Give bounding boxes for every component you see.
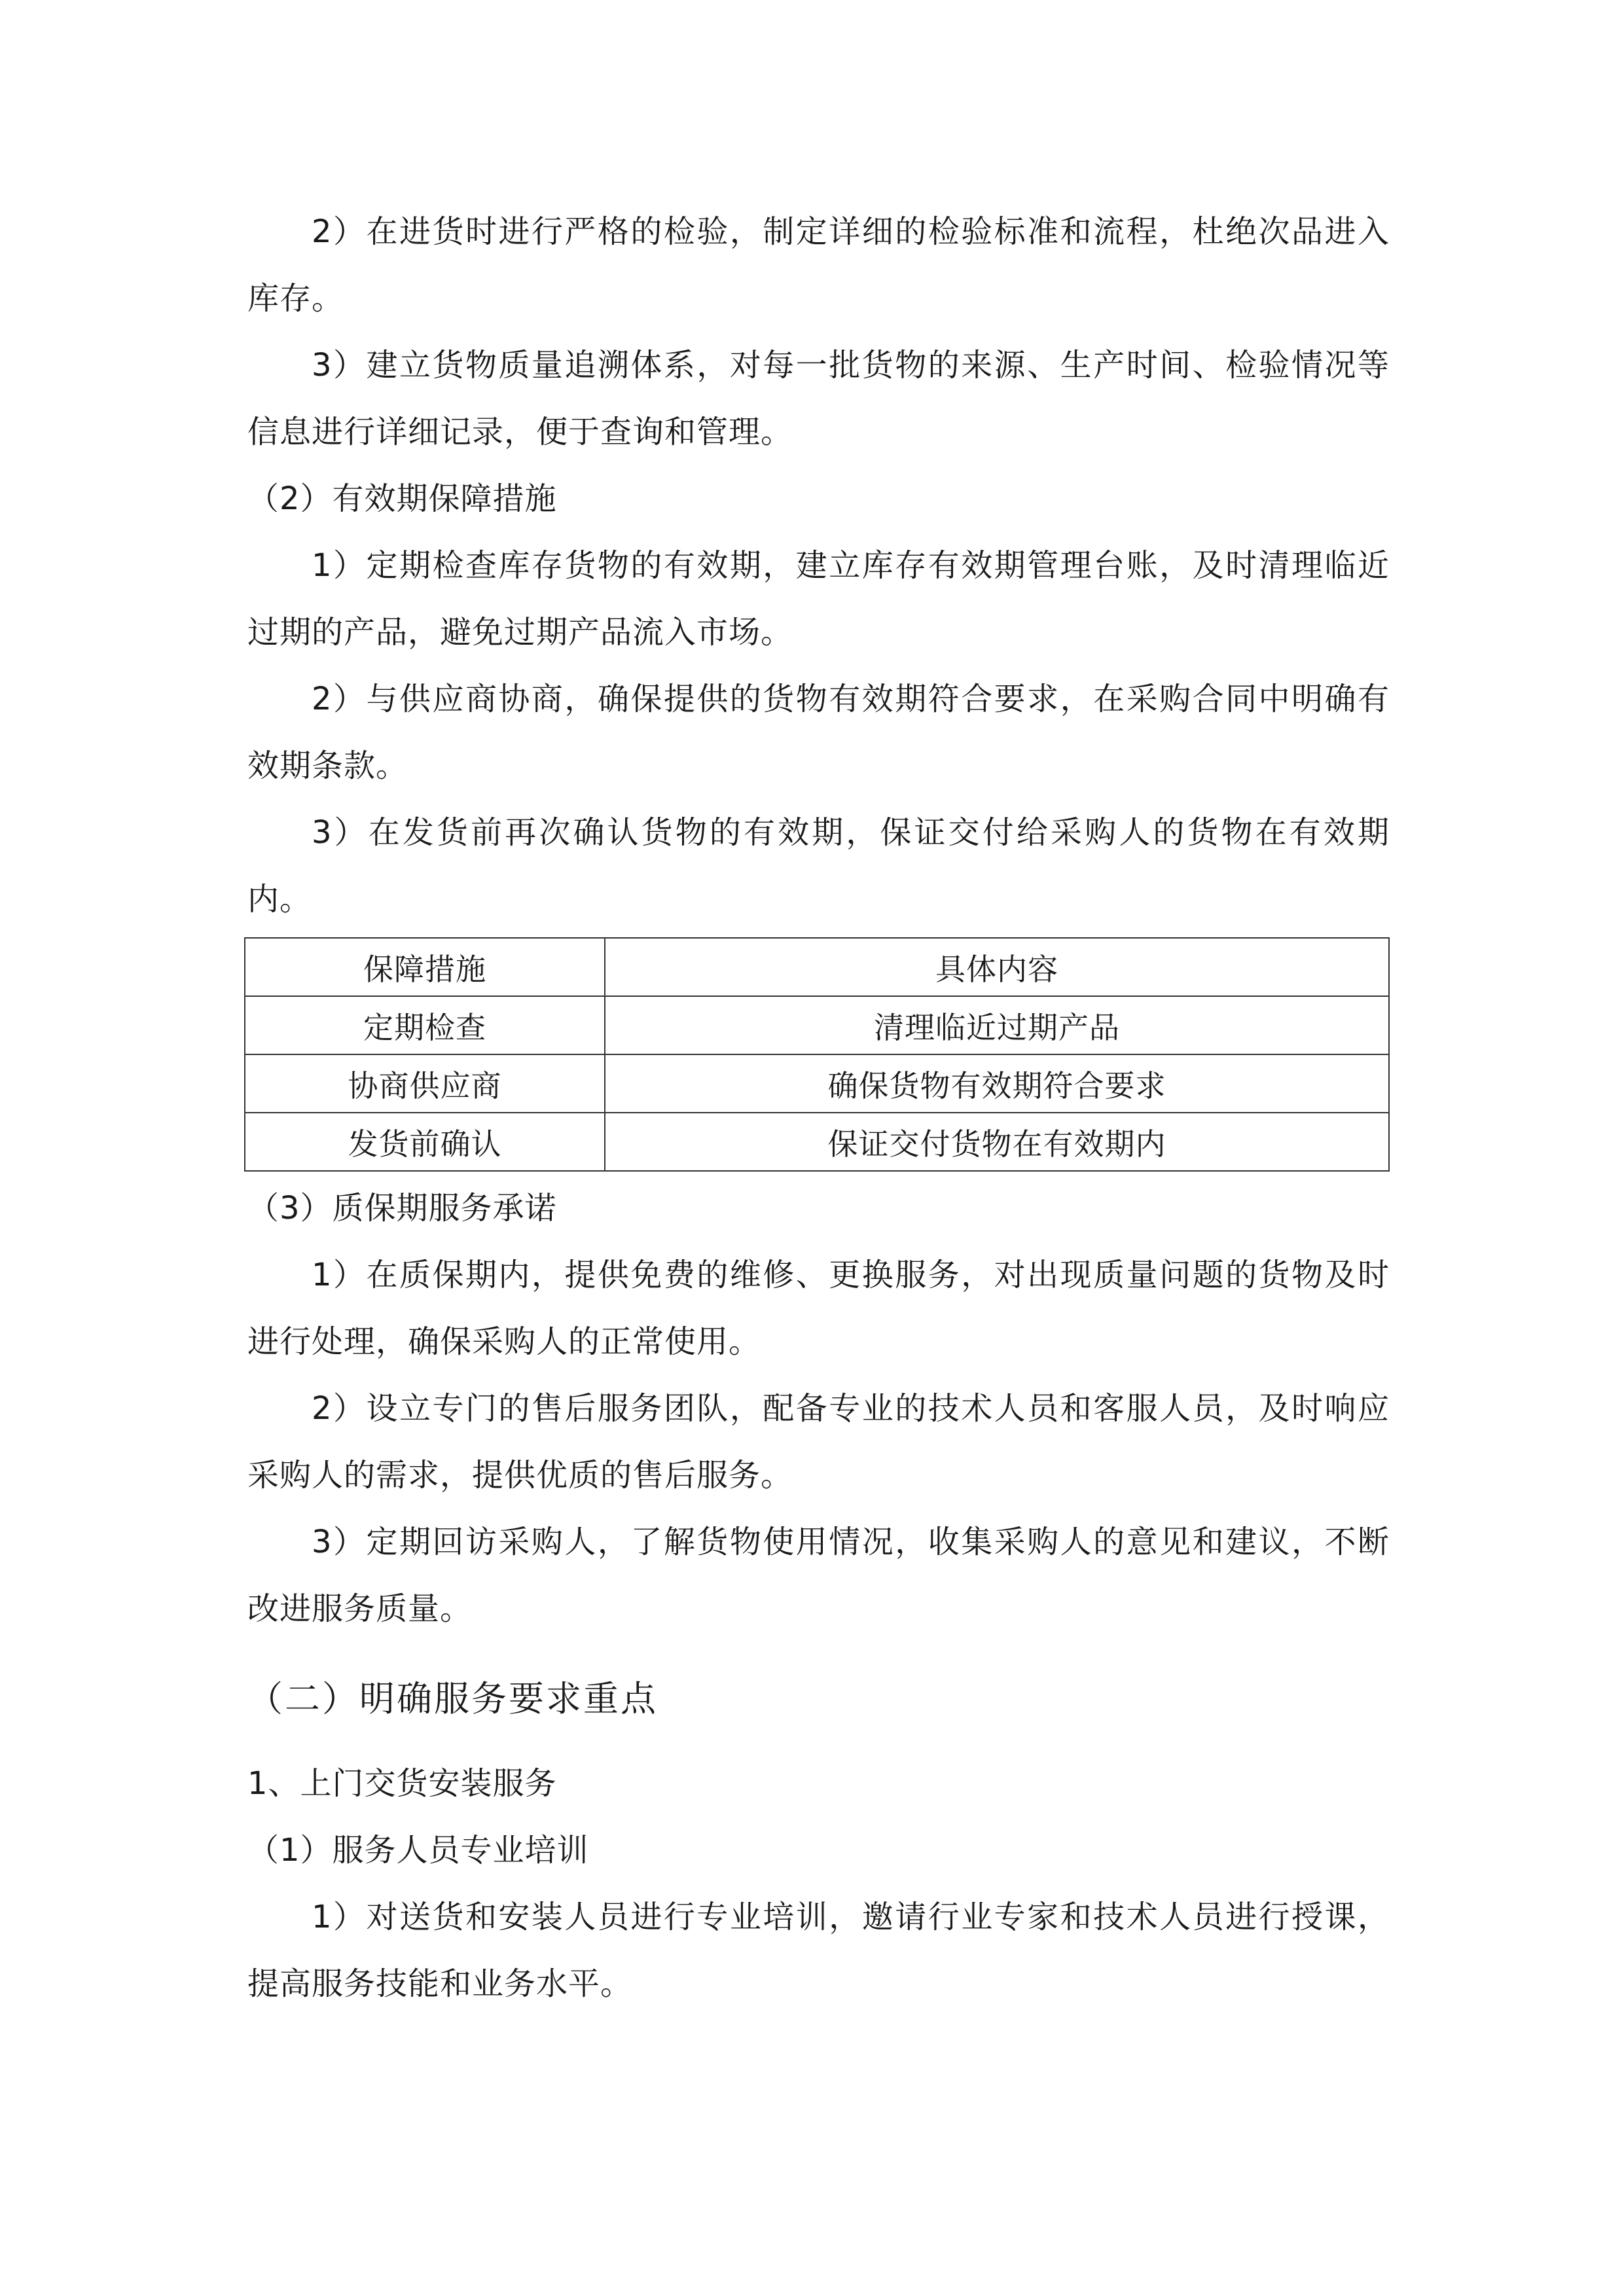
paragraph-traceability: 3）建立货物质量追溯体系，对每一批货物的来源、生产时间、检验情况等信息进行详细记录，便于查询和管理。 [247, 347, 1390, 450]
paragraph-customer-revisit: 3）定期回访采购人，了解货物使用情况，收集采购人的意见和建议，不断改进服务质量。 [247, 1524, 1390, 1627]
subheading-warranty-commitment: （3）质保期服务承诺 [247, 1190, 557, 1227]
table-cell: 定期检查 [245, 996, 605, 1054]
measures-table [244, 937, 1390, 1172]
paragraph-shipment-confirmation: 3）在发货前再次确认货物的有效期，保证交付给采购人的货物在有效期内。 [247, 814, 1390, 918]
table-cell: 发货前确认 [245, 1113, 605, 1171]
table-header-row [245, 938, 1389, 996]
table-cell: 协商供应商 [245, 1054, 605, 1113]
paragraph-expiry-check: 1）定期检查库存货物的有效期，建立库存有效期管理台账，及时清理临近过期的产品，避免过期产品流入市场。 [247, 547, 1390, 651]
table-row [245, 1113, 1389, 1171]
text-block-a [247, 198, 1390, 933]
table-header-cell: 保障措施 [245, 938, 605, 996]
table-row [245, 1054, 1389, 1113]
paragraph-supplier-negotiation: 2）与供应商协商，确保提供的货物有效期符合要求，在采购合同中明确有效期条款。 [247, 681, 1390, 784]
text-block-b [247, 1175, 1390, 1642]
text-block-c [247, 1750, 1390, 2017]
section-heading: （二）明确服务要求重点 [247, 1678, 658, 1719]
paragraph-training: 1）对送货和安装人员进行专业培训，邀请行业专家和技术人员进行授课，提高服务技能和业务水平。 [247, 1899, 1390, 2002]
paragraph-after-sales-team: 2）设立专门的售后服务团队，配备专业的技术人员和客服人员，及时响应采购人的需求，提供优质的售后服务。 [247, 1390, 1390, 1494]
subheading-staff-training: （1）服务人员专业培训 [247, 1832, 589, 1869]
table-cell: 保证交付货物在有效期内 [605, 1113, 1389, 1171]
paragraph-free-repair: 1）在质保期内，提供免费的维修、更换服务，对出现质量问题的货物及时进行处理，确保采购人的正常使用。 [247, 1257, 1390, 1360]
table-cell: 清理临近过期产品 [605, 996, 1389, 1054]
paragraph-inspection: 2）在进货时进行严格的检验，制定详细的检验标准和流程，杜绝次品进入库存。 [247, 213, 1390, 317]
subheading-expiry-measures: （2）有效期保障措施 [247, 480, 557, 517]
table-header-cell: 具体内容 [605, 938, 1389, 996]
item-heading-delivery-install: 1、上门交货安装服务 [247, 1765, 557, 1802]
table-cell: 确保货物有效期符合要求 [605, 1054, 1389, 1113]
table-row [245, 996, 1389, 1054]
